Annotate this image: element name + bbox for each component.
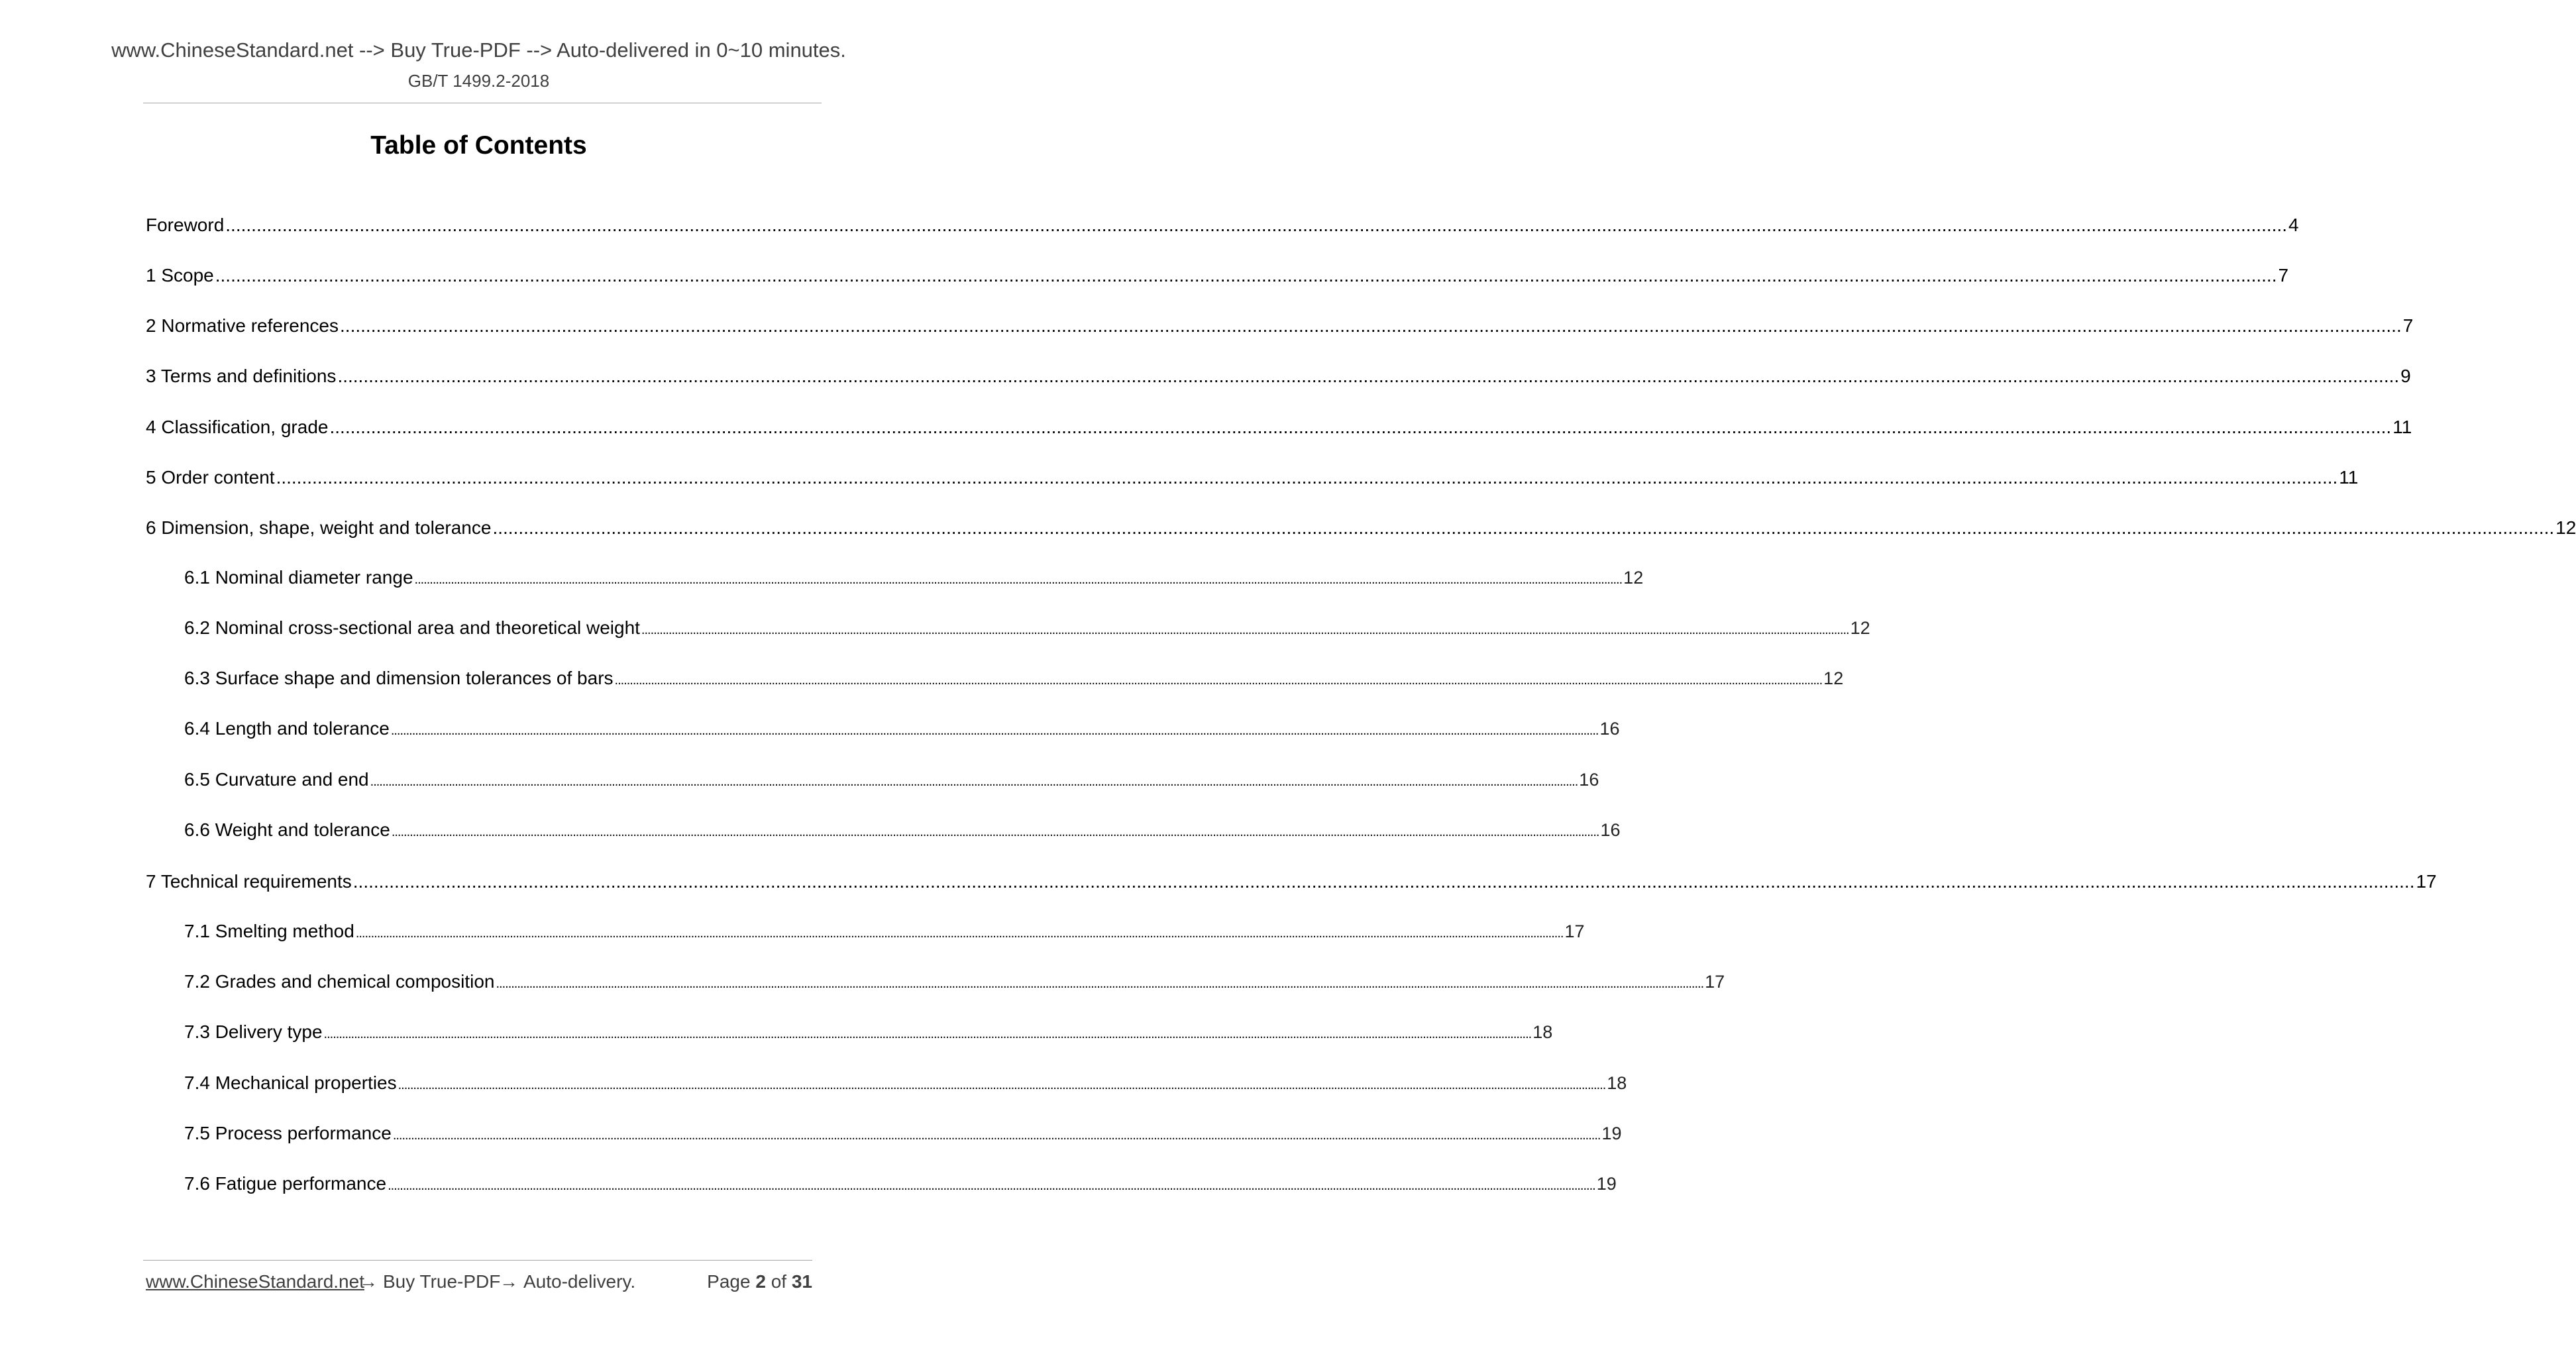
toc-entry[interactable] <box>184 616 1870 640</box>
toc-entry-label: 6.3 Surface shape and dimension tolerances of bars <box>184 668 614 688</box>
toc-entry-page: 11 <box>2392 417 2412 437</box>
toc-entry-page: 19 <box>1601 1123 1622 1143</box>
toc-entry[interactable] <box>184 566 1644 590</box>
toc-entry-page: 12 <box>1823 668 1844 688</box>
toc-entry-page: 19 <box>1596 1174 1617 1194</box>
page-total: 31 <box>791 1271 812 1292</box>
toc-entry-label: 3 Terms and definitions <box>146 366 337 386</box>
page-indicator <box>707 1271 812 1292</box>
toc-entry-page: 16 <box>1579 770 1599 790</box>
toc-entry[interactable] <box>184 1071 1627 1095</box>
toc-entry-page: 16 <box>1600 820 1621 840</box>
toc-entry-page: 17 <box>1564 921 1585 941</box>
toc-entry-label: 5 Order content <box>146 467 275 488</box>
toc-entry-label: 7.3 Delivery type <box>184 1021 323 1042</box>
toc-leader-dots: ................................................................................................................................................................................................................................................................................................................................................................................................................ <box>323 1027 1532 1041</box>
toc-leader-dots: ................................................................................................................................................................................................................................................................................................................................................................................................................ <box>370 774 1578 789</box>
footer-divider <box>143 1260 812 1261</box>
toc-leader-dots: ................................................................................................................................................................................................................................................................................................................................................................................................................ <box>398 1078 1606 1092</box>
toc-entry-page: 12 <box>1623 568 1644 588</box>
toc-entry-label: 4 Classification, grade <box>146 417 329 437</box>
toc-entry[interactable] <box>184 666 1844 690</box>
toc-entry[interactable] <box>146 466 2359 490</box>
toc-leader-dots: ................................................................................................................................................................................................................................................................................................................................................................................................................ <box>340 315 2402 336</box>
toc-entry-label: 6.1 Nominal diameter range <box>184 567 413 588</box>
page-word: Page <box>707 1271 751 1292</box>
toc-leader-dots: ................................................................................................................................................................................................................................................................................................................................................................................................................ <box>352 871 2415 892</box>
toc-entry-page: 18 <box>1532 1022 1553 1042</box>
toc-leader-dots: ................................................................................................................................................................................................................................................................................................................................................................................................................ <box>337 366 2400 386</box>
toc-entry-page: 16 <box>1599 719 1620 739</box>
toc-leader-dots: ................................................................................................................................................................................................................................................................................................................................................................................................................ <box>390 723 1599 738</box>
page-title: Table of Contents <box>370 131 587 160</box>
toc-entry[interactable] <box>184 818 1621 842</box>
toc-leader-dots: ................................................................................................................................................................................................................................................................................................................................................................................................................ <box>492 517 2555 538</box>
toc-leader-dots: ................................................................................................................................................................................................................................................................................................................................................................................................................ <box>392 1128 1601 1143</box>
footer <box>146 1271 812 1298</box>
toc-leader-dots: ................................................................................................................................................................................................................................................................................................................................................................................................................ <box>414 572 1623 587</box>
toc-entry[interactable] <box>184 1172 1617 1196</box>
toc-leader-dots: ................................................................................................................................................................................................................................................................................................................................................................................................................ <box>329 417 2392 437</box>
toc-entry[interactable] <box>146 264 2289 287</box>
toc-entry-page: 17 <box>2416 871 2437 892</box>
toc-entry-label: 6 Dimension, shape, weight and tolerance <box>146 517 492 538</box>
toc-entry[interactable] <box>146 516 2576 540</box>
footer-delivery-text: Auto-delivery. <box>523 1271 636 1292</box>
footer-buy-text: Buy True-PDF <box>383 1271 501 1292</box>
toc-entry-label: 7.1 Smelting method <box>184 921 354 941</box>
standard-code: GB/T 1499.2-2018 <box>407 71 550 91</box>
toc-entry-label: 6.5 Curvature and end <box>184 769 369 790</box>
toc-entry[interactable] <box>184 717 1620 741</box>
toc-leader-dots: ................................................................................................................................................................................................................................................................................................................................................................................................................ <box>225 215 2287 235</box>
toc-entry-label: 6.2 Nominal cross-sectional area and theoretical weight <box>184 617 640 638</box>
toc-entry-page: 18 <box>1607 1073 1627 1093</box>
toc-leader-dots: ................................................................................................................................................................................................................................................................................................................................................................................................................ <box>641 623 1849 637</box>
footer-link[interactable]: www.ChineseStandard.net <box>146 1271 364 1292</box>
toc-entry[interactable] <box>184 1020 1553 1044</box>
toc-leader-dots: ................................................................................................................................................................................................................................................................................................................................................................................................................ <box>215 265 2277 286</box>
arrow-right-icon: → <box>500 1271 518 1292</box>
toc-entry-label: 7.5 Process performance <box>184 1123 392 1143</box>
toc-entry-label: 6.6 Weight and tolerance <box>184 819 390 840</box>
toc-entry[interactable] <box>184 1121 1622 1145</box>
toc-entry[interactable] <box>146 364 2411 388</box>
toc-entry-label: 2 Normative references <box>146 315 339 336</box>
page-of: of <box>771 1271 787 1292</box>
toc-entry[interactable] <box>184 919 1585 943</box>
toc-entry-page: 7 <box>2402 315 2414 336</box>
toc-leader-dots: ................................................................................................................................................................................................................................................................................................................................................................................................................ <box>391 825 1599 839</box>
toc-entry[interactable] <box>146 314 2414 338</box>
toc-entry-page: 11 <box>2339 467 2359 488</box>
toc-entry[interactable] <box>184 768 1599 792</box>
toc-entry[interactable] <box>184 970 1725 994</box>
toc-entry-page: 4 <box>2288 215 2299 235</box>
toc-entry-label: Foreword <box>146 215 225 235</box>
toc-entry-label: 7 Technical requirements <box>146 871 352 892</box>
toc-leader-dots: ................................................................................................................................................................................................................................................................................................................................................................................................................ <box>276 467 2338 488</box>
toc-entry-page: 12 <box>2555 517 2576 538</box>
toc-entry-label: 7.2 Grades and chemical composition <box>184 971 495 992</box>
toc-entry-page: 7 <box>2278 265 2289 286</box>
toc-leader-dots: ................................................................................................................................................................................................................................................................................................................................................................................................................ <box>614 673 1823 688</box>
toc-entry-page: 12 <box>1850 618 1870 638</box>
toc-entry-label: 7.6 Fatigue performance <box>184 1173 387 1194</box>
toc-entry[interactable] <box>146 870 2437 894</box>
toc-entry-page: 9 <box>2400 366 2411 386</box>
toc-entry[interactable] <box>146 213 2299 237</box>
page-current: 2 <box>755 1271 766 1292</box>
toc-entry-label: 6.4 Length and tolerance <box>184 718 390 739</box>
toc-entry-page: 17 <box>1705 972 1725 992</box>
header-banner: www.ChineseStandard.net --> Buy True-PDF --> Auto-delivered in 0~10 minutes. <box>111 38 846 62</box>
toc-entry-label: 1 Scope <box>146 265 214 286</box>
toc-entry-label: 7.4 Mechanical properties <box>184 1072 397 1093</box>
toc-entry[interactable] <box>146 415 2412 439</box>
toc-leader-dots: ................................................................................................................................................................................................................................................................................................................................................................................................................ <box>496 976 1704 991</box>
toc-leader-dots: ................................................................................................................................................................................................................................................................................................................................................................................................................ <box>355 926 1564 941</box>
toc-leader-dots: ................................................................................................................................................................................................................................................................................................................................................................................................................ <box>388 1178 1595 1193</box>
arrow-right-icon: → <box>359 1271 378 1292</box>
